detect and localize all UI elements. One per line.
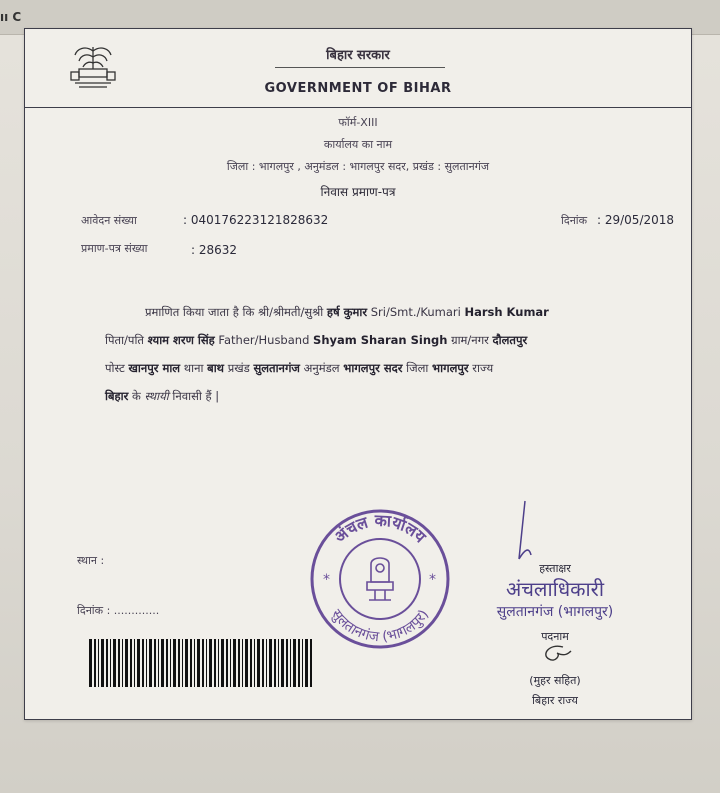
father-name-hindi: श्याम शरण सिंह [147,333,215,347]
svg-text:*: * [323,572,330,588]
barcode-bar [302,639,303,687]
seal-top-text: अंचल कार्यालय [330,510,430,547]
svg-text:सुलतानगंज (भागलपुर) [328,607,432,646]
barcode-bar [110,639,111,687]
barcode-bar [257,639,260,687]
certificate-number-label: प्रमाण-पत्र संख्या [81,242,148,255]
body-text: प्रखंड [227,361,250,375]
application-number-value: : 040176223121828632 [183,213,329,227]
barcode-bar [94,639,96,687]
block-name: सुलतानगंज [253,361,300,375]
barcode-bar [170,639,171,687]
barcode-bar [298,639,300,687]
certificate-body-line-2 [105,333,665,348]
barcode-bar [185,639,188,687]
ashoka-emblem-icon [367,558,393,600]
barcode-bar [149,639,152,687]
barcode-bar [206,639,207,687]
body-text: Sri/Smt./Kumari [370,305,461,319]
barcode-bar [166,639,168,687]
barcode-bar [130,639,132,687]
office-name: कार्यालय का नाम [323,138,393,151]
form-number: फॉर्म-XIII [338,116,378,129]
officer-place: सुलतानगंज (भागलपुर) [496,604,614,620]
jurisdiction-line: जिला : भागलपुर , अनुमंडल : भागलपुर सदर, प्रखंड : सुलतानगंज [226,160,490,173]
barcode-bar [250,639,252,687]
subdivision-name: भागलपुर सदर [343,361,403,375]
father-name-english: Shyam Sharan Singh [313,333,448,347]
barcode-bar [290,639,291,687]
permanent-word: स्थायी [144,389,169,403]
barcode-bar [98,639,99,687]
torn-mark: ıı C [0,10,22,24]
issue-date-label: दिनांक [561,214,588,227]
barcode-bar [214,639,216,687]
applicant-name-hindi: हर्ष कुमार [326,305,368,319]
seal-bottom-text: सुलतानगंज (भागलपुर) [327,606,433,646]
barcode-bar [221,639,224,687]
barcode-bar [233,639,236,687]
application-number-label: आवेदन संख्या [81,214,137,227]
village-name: दौलतपुर [492,333,528,347]
body-text: Father/Husband [218,333,310,347]
barcode-icon [89,639,315,687]
svg-text:अंचल कार्यालय [330,511,430,547]
certificate-body-line-1 [145,305,705,320]
body-text: के [132,389,141,403]
barcode-bar [101,639,104,687]
barcode-bar [230,639,231,687]
seal-note: (मुहर सहित) [529,674,581,687]
place-label: स्थान : [77,554,105,567]
body-text: निवासी हैं | [172,389,220,403]
barcode-bar [197,639,200,687]
body-text: पोस्ट [105,361,125,375]
barcode-bar [118,639,120,687]
government-title-hindi: बिहार सरकार [326,48,390,63]
title-divider [275,67,445,68]
barcode-bar [158,639,159,687]
state-name: बिहार [105,389,129,403]
body-text: अनुमंडल [303,361,340,375]
barcode-bar [254,639,255,687]
body-text: प्रमाणित किया जाता है कि श्री/श्रीमती/सुश्री [145,305,324,319]
barcode-bar [182,639,183,687]
barcode-bar [278,639,279,687]
barcode-bar [161,639,164,687]
barcode-bar [286,639,288,687]
issue-date-value: : 29/05/2018 [597,213,675,227]
certificate-body-line-4 [105,389,665,404]
barcode-bar [137,639,140,687]
certificate-number-value: : 28632 [191,243,238,257]
officer-title: अंचलाधिकारी [505,577,605,601]
barcode-bar [266,639,267,687]
barcode-bar [134,639,135,687]
barcode-bar [154,639,156,687]
signature-label: हस्ताक्षर [539,562,571,575]
barcode-bar [106,639,108,687]
barcode-bar [262,639,264,687]
post-office: खानपुर माल [128,361,181,375]
body-text: ग्राम/नगर [451,333,489,347]
body-text: थाना [183,361,204,375]
body-text: राज्य [472,361,494,375]
initials-icon [539,643,573,665]
barcode-bar [202,639,204,687]
government-title-english: GOVERNMENT OF BIHAR [264,81,452,96]
barcode-bar [89,639,92,687]
office-seal-stamp [305,504,455,654]
police-station: बाथ [207,361,225,375]
state-government: बिहार राज्य [532,694,578,707]
barcode-bar [113,639,116,687]
barcode-bar [142,639,144,687]
certificate-document [24,28,692,720]
district-name: भागलपुर [432,361,469,375]
barcode-bar [238,639,240,687]
barcode-bar [122,639,123,687]
barcode-bar [281,639,284,687]
body-text: जिला [406,361,429,375]
certificate-title: निवास प्रमाण-पत्र [320,185,396,199]
signature-block [455,499,655,719]
applicant-name-english: Harsh Kumar [464,305,549,319]
barcode-bar [194,639,195,687]
barcode-bar [173,639,176,687]
barcode-bar [146,639,147,687]
footer-date-label: दिनांक : ............. [77,604,160,617]
barcode-bar [274,639,276,687]
certificate-body-line-3 [105,361,665,376]
barcode-bar [125,639,128,687]
body-text: पिता/पति [105,333,144,347]
signature-stroke-icon [495,499,555,569]
barcode-bar [190,639,192,687]
barcode-bar [245,639,248,687]
barcode-bar [226,639,228,687]
designation-label: पदनाम [541,630,569,643]
barcode-bar [209,639,212,687]
svg-text:*: * [429,572,436,588]
barcode-bar [293,639,296,687]
barcode-bar [242,639,243,687]
barcode-bar [269,639,272,687]
barcode-bar [218,639,219,687]
header-divider [25,107,691,108]
barcode-bar [178,639,180,687]
